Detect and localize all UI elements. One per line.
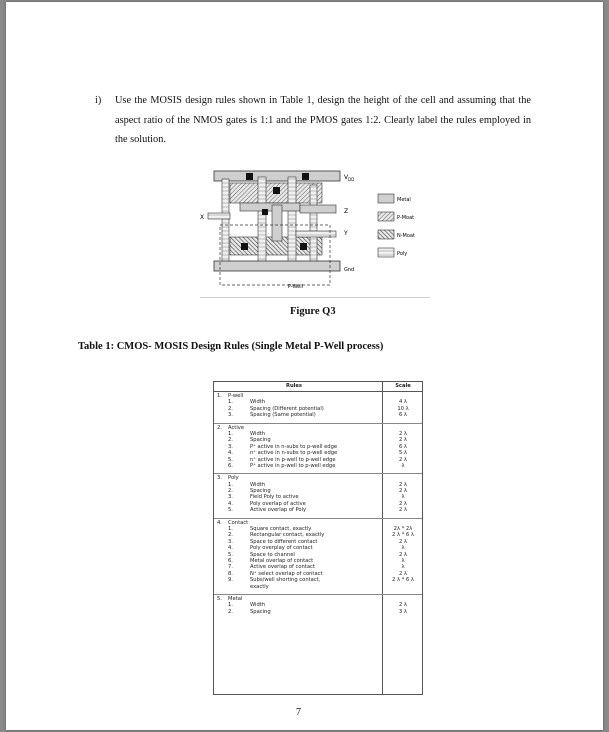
rule-text: Poly overplay of contact <box>250 545 313 552</box>
label-z: Z <box>344 208 349 215</box>
label-pwell: P-Well <box>288 284 304 290</box>
rule-index: 9. <box>228 577 233 584</box>
rule-scale: 2 λ <box>398 500 408 507</box>
question-label: i) <box>95 95 102 106</box>
section-title: Active <box>228 424 245 431</box>
rule-index: 4. <box>228 545 233 552</box>
rules-table-header <box>214 382 422 392</box>
rule-row <box>214 609 422 615</box>
rule-text: Rectangular contact, exactly <box>250 532 325 539</box>
rule-index: 5. <box>228 551 233 558</box>
rule-index: 4. <box>228 450 233 457</box>
rule-text: Width <box>250 430 266 437</box>
rule-text: Spacing (Different potential) <box>250 405 324 412</box>
rule-text: Spacing <box>250 608 271 615</box>
section-title: Poly <box>228 475 239 482</box>
header-rules: Rules <box>285 383 303 389</box>
rule-text: Width <box>250 602 266 609</box>
rule-row <box>214 412 422 418</box>
section-title: Metal <box>228 595 243 602</box>
rule-index: 2. <box>228 405 233 412</box>
section-title: Contact <box>228 519 249 526</box>
section-title: P-well <box>228 393 244 399</box>
rules-section <box>214 424 422 475</box>
rule-scale: 2 λ <box>398 538 408 545</box>
rule-scale: 2 λ <box>398 602 408 609</box>
rule-scale: 2 λ <box>398 488 408 495</box>
rule-index: 3. <box>228 443 233 450</box>
rules-table <box>213 381 423 695</box>
rule-scale: 2 λ <box>398 551 408 558</box>
rule-index: 1. <box>228 481 233 488</box>
section-number: 3. <box>217 475 222 482</box>
rule-scale: 6 λ <box>398 443 408 450</box>
rule-text: Subs/well shorting contact, <box>250 577 321 584</box>
legend-pmoat-swatch <box>378 212 394 221</box>
rule-scale: λ <box>401 462 405 469</box>
rule-index: 2. <box>228 488 233 495</box>
rule-text: Poly overlap of active <box>250 500 306 507</box>
rule-index: 8. <box>228 570 233 577</box>
legend-poly-label: Poly <box>397 251 408 257</box>
rule-index: 4. <box>228 500 233 507</box>
rule-scale: 2 λ <box>398 430 408 437</box>
rule-text: Space to different contact <box>250 538 318 545</box>
label-vdd: $V_{DD}$ <box>344 174 355 182</box>
legend-pmoat-label: P-Moat <box>397 215 415 221</box>
rule-text: Metal overlap of contact <box>250 557 314 564</box>
table-title: Table 1: CMOS- MOSIS Design Rules (Single Metal P-Well process) <box>78 341 384 352</box>
rule-index: 6. <box>228 557 233 564</box>
rule-scale: 5 λ <box>398 450 408 457</box>
rule-scale: 6 λ <box>398 412 408 419</box>
label-y: Y <box>344 230 348 237</box>
figure-q3-layout <box>200 165 426 293</box>
rule-scale: 2 λ <box>398 456 408 463</box>
legend-nmoat-swatch <box>378 230 394 239</box>
rules-section <box>214 595 422 619</box>
rule-index: 1. <box>228 399 233 406</box>
rule-text: P⁺ active in n-subs to p-well edge <box>250 443 338 450</box>
rule-row <box>214 507 422 513</box>
rule-scale: λ <box>401 545 405 552</box>
rules-section <box>214 519 422 595</box>
rule-scale: 3 λ <box>398 608 408 615</box>
rule-index: 3. <box>228 538 233 545</box>
rule-index: 2. <box>228 437 233 444</box>
rule-scale: 2 λ <box>398 437 408 444</box>
rule-text: P⁺ active in p-well to p-well edge <box>250 462 336 469</box>
label-x: X <box>200 214 205 221</box>
legend-metal-swatch <box>378 194 394 203</box>
rule-scale: 2 λ <box>398 570 408 577</box>
rule-text: n⁺ active in p-well to p-well edge <box>250 456 336 463</box>
rule-scale: 2λ * 2λ <box>393 526 413 533</box>
rule-index: 6. <box>228 462 233 469</box>
rule-text: Active overlap of contact <box>250 564 315 571</box>
figure-caption: Figure Q3 <box>290 306 336 317</box>
rule-index: 2. <box>228 608 233 615</box>
rule-row <box>214 584 422 590</box>
section-number: 2. <box>217 424 222 431</box>
question-text: Use the MOSIS design rules shown in Table 1, design the height of the cell and assuming that the aspect ratio of the NMOS gates is 1:1 and the PMOS gates 1:2. Clearly label the rules employed in the solution. <box>115 95 531 145</box>
rule-scale: 2 λ * 6 λ <box>392 577 414 584</box>
rule-scale: 10 λ <box>397 405 409 412</box>
legend-metal-label: Metal <box>397 197 411 203</box>
rule-text: Space to channel <box>250 551 295 558</box>
rule-scale: 4 λ <box>398 399 408 406</box>
rule-text: exactly <box>250 583 269 590</box>
rule-text: Square contact, exactly <box>250 526 312 533</box>
rule-scale: λ <box>401 557 405 564</box>
rules-section <box>214 474 422 518</box>
rule-index: 5. <box>228 456 233 463</box>
rule-text: Active overlap of Poly <box>250 507 307 514</box>
rules-section <box>214 392 422 424</box>
rule-scale: 2 λ <box>398 481 408 488</box>
rule-text: Width <box>250 481 266 488</box>
rule-scale: 2 λ * 6 λ <box>392 532 414 539</box>
page-number: 7 <box>296 707 301 718</box>
rule-index: 1. <box>228 526 233 533</box>
rule-row <box>214 463 422 469</box>
rule-scale: λ <box>401 494 405 501</box>
rule-scale: λ <box>401 564 405 571</box>
rule-text: Spacing <box>250 488 271 495</box>
rule-text: n⁺ active in n-subs to p-well edge <box>250 450 338 457</box>
rule-index: 3. <box>228 412 233 419</box>
rule-text: Width <box>250 399 266 406</box>
figure-divider <box>200 297 430 298</box>
legend-poly-swatch <box>378 248 394 257</box>
section-number: 5. <box>217 595 222 602</box>
rule-scale: 2 λ <box>398 507 408 514</box>
rule-index: 5. <box>228 507 233 514</box>
section-number: 4. <box>217 519 222 526</box>
rule-text: Field Poly to active <box>250 494 299 501</box>
question-paragraph <box>95 91 531 150</box>
legend-nmoat-label: N-Moat <box>397 233 415 239</box>
rule-text: N⁺ select overlap of contact <box>250 570 323 577</box>
rules-table-body <box>214 392 422 619</box>
section-number: 1. <box>217 393 222 399</box>
rule-index: 7. <box>228 564 233 571</box>
rule-index: 3. <box>228 494 233 501</box>
rule-index: 1. <box>228 430 233 437</box>
label-gnd: Gnd <box>344 267 355 273</box>
rule-text: Spacing (Same potential) <box>250 412 316 419</box>
header-scale: Scale <box>395 383 411 389</box>
rule-text: Spacing <box>250 437 271 444</box>
rule-index: 1. <box>228 602 233 609</box>
rule-index: 2. <box>228 532 233 539</box>
